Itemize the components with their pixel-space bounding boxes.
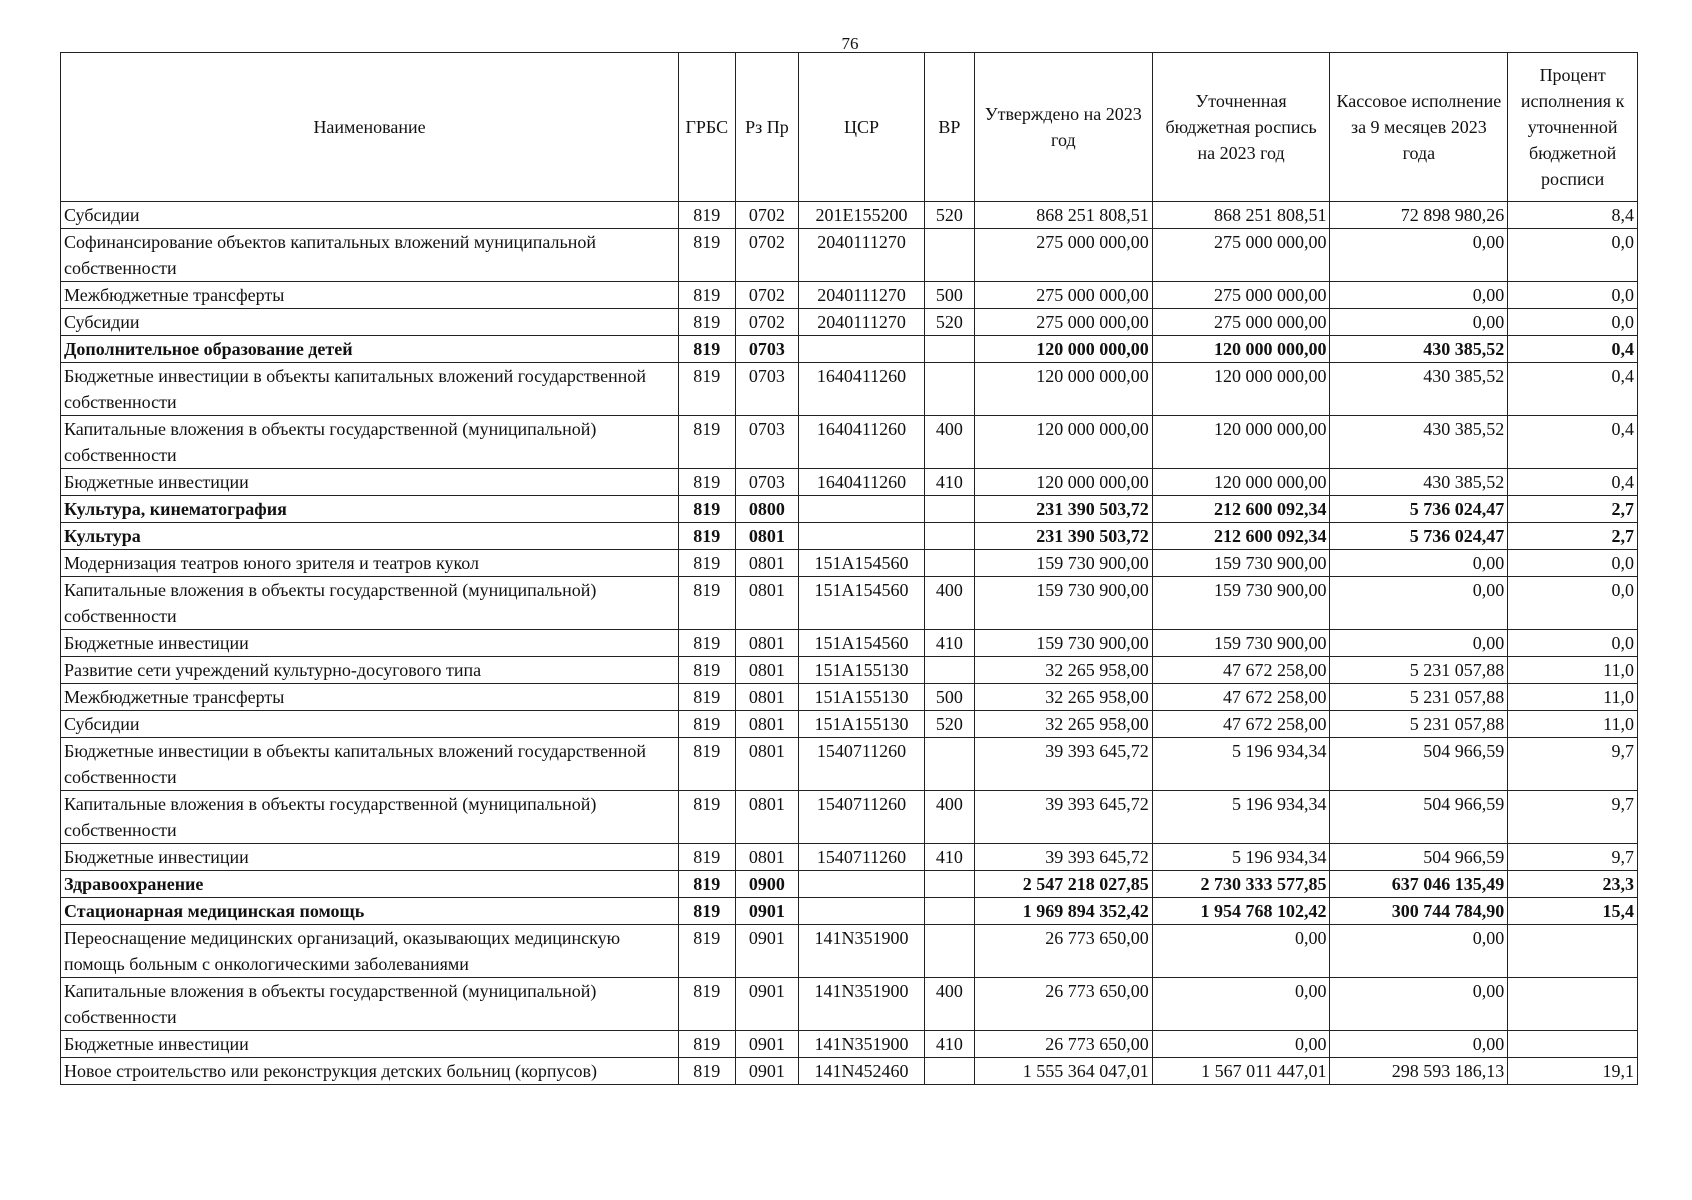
table-row xyxy=(61,282,1638,309)
cell-approved: 231 390 503,72 xyxy=(974,496,1152,523)
cell-csr: 2040111270 xyxy=(799,229,924,282)
cell-cash: 298 593 186,13 xyxy=(1330,1058,1508,1085)
cell-cash: 504 966,59 xyxy=(1330,791,1508,844)
cell-cash: 0,00 xyxy=(1330,630,1508,657)
cell-refined: 47 672 258,00 xyxy=(1152,684,1330,711)
cell-refined: 5 196 934,34 xyxy=(1152,791,1330,844)
cell-vr: 400 xyxy=(924,577,974,630)
cell-cash: 0,00 xyxy=(1330,309,1508,336)
cell-percent xyxy=(1508,978,1638,1031)
cell-vr xyxy=(924,898,974,925)
cell-approved: 1 555 364 047,01 xyxy=(974,1058,1152,1085)
table-row xyxy=(61,844,1638,871)
cell-grbs: 819 xyxy=(679,496,735,523)
cell-percent: 2,7 xyxy=(1508,523,1638,550)
table-row xyxy=(61,336,1638,363)
cell-percent: 0,0 xyxy=(1508,577,1638,630)
cell-name: Софинансирование объектов капитальных вложений муниципальной собственности xyxy=(61,229,679,282)
cell-percent: 9,7 xyxy=(1508,791,1638,844)
cell-grbs: 819 xyxy=(679,657,735,684)
table-row xyxy=(61,791,1638,844)
cell-csr: 141N452460 xyxy=(799,1058,924,1085)
cell-grbs: 819 xyxy=(679,336,735,363)
cell-refined: 2 730 333 577,85 xyxy=(1152,871,1330,898)
cell-refined: 5 196 934,34 xyxy=(1152,844,1330,871)
cell-vr: 400 xyxy=(924,978,974,1031)
table-row xyxy=(61,871,1638,898)
cell-cash: 430 385,52 xyxy=(1330,469,1508,496)
table-row xyxy=(61,738,1638,791)
cell-csr: 1540711260 xyxy=(799,844,924,871)
cell-cash: 0,00 xyxy=(1330,978,1508,1031)
cell-refined: 120 000 000,00 xyxy=(1152,363,1330,416)
cell-rzpr: 0702 xyxy=(735,309,799,336)
cell-cash: 0,00 xyxy=(1330,577,1508,630)
cell-cash: 5 736 024,47 xyxy=(1330,496,1508,523)
table-row xyxy=(61,550,1638,577)
cell-percent: 8,4 xyxy=(1508,202,1638,229)
cell-rzpr: 0703 xyxy=(735,416,799,469)
cell-approved: 275 000 000,00 xyxy=(974,282,1152,309)
cell-approved: 39 393 645,72 xyxy=(974,844,1152,871)
cell-approved: 39 393 645,72 xyxy=(974,738,1152,791)
cell-approved: 32 265 958,00 xyxy=(974,657,1152,684)
cell-vr xyxy=(924,657,974,684)
cell-rzpr: 0901 xyxy=(735,1031,799,1058)
cell-approved: 120 000 000,00 xyxy=(974,469,1152,496)
cell-approved: 26 773 650,00 xyxy=(974,978,1152,1031)
cell-percent: 11,0 xyxy=(1508,711,1638,738)
cell-percent: 0,4 xyxy=(1508,416,1638,469)
table-row xyxy=(61,229,1638,282)
cell-approved: 231 390 503,72 xyxy=(974,523,1152,550)
cell-csr: 151A154560 xyxy=(799,630,924,657)
cell-vr: 410 xyxy=(924,630,974,657)
cell-vr: 500 xyxy=(924,282,974,309)
cell-rzpr: 0703 xyxy=(735,363,799,416)
cell-vr xyxy=(924,336,974,363)
cell-percent: 0,0 xyxy=(1508,229,1638,282)
cell-rzpr: 0901 xyxy=(735,925,799,978)
cell-approved: 26 773 650,00 xyxy=(974,1031,1152,1058)
cell-grbs: 819 xyxy=(679,282,735,309)
table-row xyxy=(61,469,1638,496)
cell-csr: 151A155130 xyxy=(799,711,924,738)
cell-name: Капитальные вложения в объекты государственной (муниципальной) собственности xyxy=(61,978,679,1031)
cell-rzpr: 0801 xyxy=(735,657,799,684)
cell-vr: 410 xyxy=(924,469,974,496)
cell-name: Субсидии xyxy=(61,309,679,336)
cell-name: Бюджетные инвестиции xyxy=(61,1031,679,1058)
cell-grbs: 819 xyxy=(679,1058,735,1085)
cell-refined: 275 000 000,00 xyxy=(1152,229,1330,282)
cell-grbs: 819 xyxy=(679,925,735,978)
cell-rzpr: 0801 xyxy=(735,630,799,657)
cell-vr xyxy=(924,496,974,523)
table-row xyxy=(61,684,1638,711)
cell-rzpr: 0801 xyxy=(735,844,799,871)
cell-csr: 1540711260 xyxy=(799,738,924,791)
cell-rzpr: 0801 xyxy=(735,791,799,844)
cell-approved: 32 265 958,00 xyxy=(974,711,1152,738)
cell-name: Межбюджетные трансферты xyxy=(61,684,679,711)
cell-cash: 0,00 xyxy=(1330,229,1508,282)
cell-refined: 1 567 011 447,01 xyxy=(1152,1058,1330,1085)
page-number: 76 xyxy=(841,34,859,53)
cell-csr: 1640411260 xyxy=(799,416,924,469)
cell-percent: 0,4 xyxy=(1508,469,1638,496)
cell-csr xyxy=(799,871,924,898)
cell-cash: 5 736 024,47 xyxy=(1330,523,1508,550)
cell-name: Дополнительное образование детей xyxy=(61,336,679,363)
cell-vr xyxy=(924,229,974,282)
cell-vr xyxy=(924,871,974,898)
cell-rzpr: 0801 xyxy=(735,523,799,550)
cell-csr: 141N351900 xyxy=(799,925,924,978)
table-row xyxy=(61,711,1638,738)
cell-refined: 47 672 258,00 xyxy=(1152,657,1330,684)
cell-vr: 520 xyxy=(924,202,974,229)
cell-percent: 2,7 xyxy=(1508,496,1638,523)
cell-approved: 275 000 000,00 xyxy=(974,229,1152,282)
cell-name: Бюджетные инвестиции xyxy=(61,630,679,657)
cell-refined: 868 251 808,51 xyxy=(1152,202,1330,229)
cell-percent: 19,1 xyxy=(1508,1058,1638,1085)
cell-percent: 9,7 xyxy=(1508,738,1638,791)
cell-rzpr: 0703 xyxy=(735,336,799,363)
cell-name: Межбюджетные трансферты xyxy=(61,282,679,309)
cell-rzpr: 0901 xyxy=(735,898,799,925)
cell-grbs: 819 xyxy=(679,978,735,1031)
cell-name: Новое строительство или реконструкция детских больниц (корпусов) xyxy=(61,1058,679,1085)
cell-approved: 159 730 900,00 xyxy=(974,550,1152,577)
cell-name: Бюджетные инвестиции xyxy=(61,469,679,496)
cell-approved: 39 393 645,72 xyxy=(974,791,1152,844)
cell-approved: 868 251 808,51 xyxy=(974,202,1152,229)
cell-refined: 159 730 900,00 xyxy=(1152,630,1330,657)
cell-csr: 2040111270 xyxy=(799,309,924,336)
cell-name: Бюджетные инвестиции xyxy=(61,844,679,871)
column-header-rzpr: Рз Пр xyxy=(735,53,799,202)
cell-name: Бюджетные инвестиции в объекты капитальных вложений государственной собственности xyxy=(61,738,679,791)
cell-percent xyxy=(1508,925,1638,978)
cell-rzpr: 0801 xyxy=(735,738,799,791)
cell-cash: 430 385,52 xyxy=(1330,416,1508,469)
column-header-refined: Уточненная бюджетная роспись на 2023 год xyxy=(1152,53,1330,202)
column-header-vr: ВР xyxy=(924,53,974,202)
cell-grbs: 819 xyxy=(679,363,735,416)
column-header-percent: Процент исполнения к уточненной бюджетной росписи xyxy=(1508,53,1638,202)
cell-refined: 159 730 900,00 xyxy=(1152,550,1330,577)
cell-refined: 120 000 000,00 xyxy=(1152,336,1330,363)
table-row xyxy=(61,1031,1638,1058)
cell-name: Субсидии xyxy=(61,202,679,229)
cell-approved: 120 000 000,00 xyxy=(974,363,1152,416)
cell-rzpr: 0702 xyxy=(735,202,799,229)
cell-cash: 0,00 xyxy=(1330,282,1508,309)
cell-vr: 400 xyxy=(924,791,974,844)
cell-csr: 201E155200 xyxy=(799,202,924,229)
cell-cash: 430 385,52 xyxy=(1330,336,1508,363)
cell-percent: 0,4 xyxy=(1508,363,1638,416)
cell-refined: 159 730 900,00 xyxy=(1152,577,1330,630)
cell-grbs: 819 xyxy=(679,844,735,871)
cell-approved: 275 000 000,00 xyxy=(974,309,1152,336)
cell-csr: 151A154560 xyxy=(799,577,924,630)
cell-cash: 0,00 xyxy=(1330,1031,1508,1058)
cell-csr: 1540711260 xyxy=(799,791,924,844)
cell-cash: 300 744 784,90 xyxy=(1330,898,1508,925)
cell-approved: 120 000 000,00 xyxy=(974,416,1152,469)
cell-csr xyxy=(799,898,924,925)
cell-csr: 151A154560 xyxy=(799,550,924,577)
cell-refined: 0,00 xyxy=(1152,1031,1330,1058)
cell-grbs: 819 xyxy=(679,309,735,336)
cell-name: Капитальные вложения в объекты государственной (муниципальной) собственности xyxy=(61,577,679,630)
cell-refined: 0,00 xyxy=(1152,925,1330,978)
cell-csr xyxy=(799,523,924,550)
cell-percent: 0,0 xyxy=(1508,282,1638,309)
table-row xyxy=(61,416,1638,469)
cell-grbs: 819 xyxy=(679,550,735,577)
cell-rzpr: 0702 xyxy=(735,282,799,309)
cell-rzpr: 0703 xyxy=(735,469,799,496)
table-row xyxy=(61,630,1638,657)
table-row xyxy=(61,202,1638,229)
cell-refined: 212 600 092,34 xyxy=(1152,523,1330,550)
cell-grbs: 819 xyxy=(679,738,735,791)
cell-rzpr: 0901 xyxy=(735,1058,799,1085)
cell-csr xyxy=(799,496,924,523)
cell-cash: 5 231 057,88 xyxy=(1330,684,1508,711)
cell-grbs: 819 xyxy=(679,202,735,229)
table-row xyxy=(61,496,1638,523)
table-row xyxy=(61,523,1638,550)
cell-vr xyxy=(924,550,974,577)
cell-name: Культура xyxy=(61,523,679,550)
cell-cash: 504 966,59 xyxy=(1330,738,1508,791)
cell-grbs: 819 xyxy=(679,684,735,711)
cell-refined: 275 000 000,00 xyxy=(1152,309,1330,336)
cell-grbs: 819 xyxy=(679,416,735,469)
cell-cash: 504 966,59 xyxy=(1330,844,1508,871)
cell-percent xyxy=(1508,1031,1638,1058)
cell-csr: 1640411260 xyxy=(799,469,924,496)
cell-refined: 120 000 000,00 xyxy=(1152,469,1330,496)
cell-rzpr: 0801 xyxy=(735,550,799,577)
cell-cash: 430 385,52 xyxy=(1330,363,1508,416)
cell-grbs: 819 xyxy=(679,630,735,657)
cell-approved: 1 969 894 352,42 xyxy=(974,898,1152,925)
cell-percent: 0,0 xyxy=(1508,550,1638,577)
column-header-approved: Утверждено на 2023 год xyxy=(974,53,1152,202)
cell-approved: 159 730 900,00 xyxy=(974,577,1152,630)
cell-refined: 275 000 000,00 xyxy=(1152,282,1330,309)
cell-vr xyxy=(924,363,974,416)
table-row xyxy=(61,577,1638,630)
cell-refined: 1 954 768 102,42 xyxy=(1152,898,1330,925)
cell-grbs: 819 xyxy=(679,577,735,630)
cell-percent: 9,7 xyxy=(1508,844,1638,871)
cell-vr xyxy=(924,1058,974,1085)
cell-rzpr: 0901 xyxy=(735,978,799,1031)
cell-percent: 0,0 xyxy=(1508,309,1638,336)
cell-approved: 26 773 650,00 xyxy=(974,925,1152,978)
cell-name: Капитальные вложения в объекты государственной (муниципальной) собственности xyxy=(61,791,679,844)
column-header-name: Наименование xyxy=(61,53,679,202)
table-body xyxy=(61,202,1638,1085)
cell-csr: 141N351900 xyxy=(799,1031,924,1058)
cell-refined: 120 000 000,00 xyxy=(1152,416,1330,469)
column-header-csr: ЦСР xyxy=(799,53,924,202)
cell-vr: 410 xyxy=(924,1031,974,1058)
cell-name: Стационарная медицинская помощь xyxy=(61,898,679,925)
cell-cash: 0,00 xyxy=(1330,550,1508,577)
cell-csr: 141N351900 xyxy=(799,978,924,1031)
cell-rzpr: 0801 xyxy=(735,577,799,630)
cell-refined: 47 672 258,00 xyxy=(1152,711,1330,738)
column-header-grbs: ГРБС xyxy=(679,53,735,202)
cell-csr xyxy=(799,336,924,363)
cell-percent: 15,4 xyxy=(1508,898,1638,925)
cell-vr xyxy=(924,523,974,550)
table-row xyxy=(61,1058,1638,1085)
cell-percent: 11,0 xyxy=(1508,657,1638,684)
cell-grbs: 819 xyxy=(679,791,735,844)
table-row xyxy=(61,978,1638,1031)
cell-vr: 520 xyxy=(924,711,974,738)
column-header-cash: Кассовое исполнение за 9 месяцев 2023 года xyxy=(1330,53,1508,202)
cell-rzpr: 0900 xyxy=(735,871,799,898)
cell-name: Культура, кинематография xyxy=(61,496,679,523)
cell-name: Бюджетные инвестиции в объекты капитальных вложений государственной собственности xyxy=(61,363,679,416)
cell-approved: 159 730 900,00 xyxy=(974,630,1152,657)
cell-refined: 0,00 xyxy=(1152,978,1330,1031)
cell-name: Развитие сети учреждений культурно-досугового типа xyxy=(61,657,679,684)
cell-rzpr: 0702 xyxy=(735,229,799,282)
table-row xyxy=(61,898,1638,925)
cell-percent: 0,4 xyxy=(1508,336,1638,363)
cell-refined: 212 600 092,34 xyxy=(1152,496,1330,523)
cell-cash: 0,00 xyxy=(1330,925,1508,978)
cell-percent: 23,3 xyxy=(1508,871,1638,898)
cell-cash: 5 231 057,88 xyxy=(1330,657,1508,684)
cell-grbs: 819 xyxy=(679,469,735,496)
cell-grbs: 819 xyxy=(679,711,735,738)
cell-grbs: 819 xyxy=(679,898,735,925)
budget-table xyxy=(60,52,1638,1085)
table-header xyxy=(61,53,1638,202)
cell-grbs: 819 xyxy=(679,1031,735,1058)
cell-rzpr: 0801 xyxy=(735,684,799,711)
cell-csr: 2040111270 xyxy=(799,282,924,309)
cell-vr: 500 xyxy=(924,684,974,711)
cell-vr: 520 xyxy=(924,309,974,336)
table-row xyxy=(61,657,1638,684)
cell-approved: 120 000 000,00 xyxy=(974,336,1152,363)
cell-approved: 32 265 958,00 xyxy=(974,684,1152,711)
cell-csr: 151A155130 xyxy=(799,684,924,711)
cell-vr xyxy=(924,738,974,791)
table-row xyxy=(61,363,1638,416)
cell-cash: 637 046 135,49 xyxy=(1330,871,1508,898)
cell-grbs: 819 xyxy=(679,523,735,550)
cell-approved: 2 547 218 027,85 xyxy=(974,871,1152,898)
cell-csr: 1640411260 xyxy=(799,363,924,416)
cell-vr xyxy=(924,925,974,978)
cell-name: Переоснащение медицинских организаций, оказывающих медицинскую помощь больным с онкологическими заболеваниями xyxy=(61,925,679,978)
cell-grbs: 819 xyxy=(679,871,735,898)
cell-percent: 0,0 xyxy=(1508,630,1638,657)
table-row xyxy=(61,309,1638,336)
cell-percent: 11,0 xyxy=(1508,684,1638,711)
cell-name: Капитальные вложения в объекты государственной (муниципальной) собственности xyxy=(61,416,679,469)
cell-vr: 410 xyxy=(924,844,974,871)
cell-name: Модернизация театров юного зрителя и театров кукол xyxy=(61,550,679,577)
table-row xyxy=(61,925,1638,978)
cell-name: Здравоохранение xyxy=(61,871,679,898)
cell-cash: 5 231 057,88 xyxy=(1330,711,1508,738)
cell-name: Субсидии xyxy=(61,711,679,738)
cell-rzpr: 0800 xyxy=(735,496,799,523)
cell-vr: 400 xyxy=(924,416,974,469)
cell-cash: 72 898 980,26 xyxy=(1330,202,1508,229)
cell-csr: 151A155130 xyxy=(799,657,924,684)
cell-rzpr: 0801 xyxy=(735,711,799,738)
cell-refined: 5 196 934,34 xyxy=(1152,738,1330,791)
cell-grbs: 819 xyxy=(679,229,735,282)
